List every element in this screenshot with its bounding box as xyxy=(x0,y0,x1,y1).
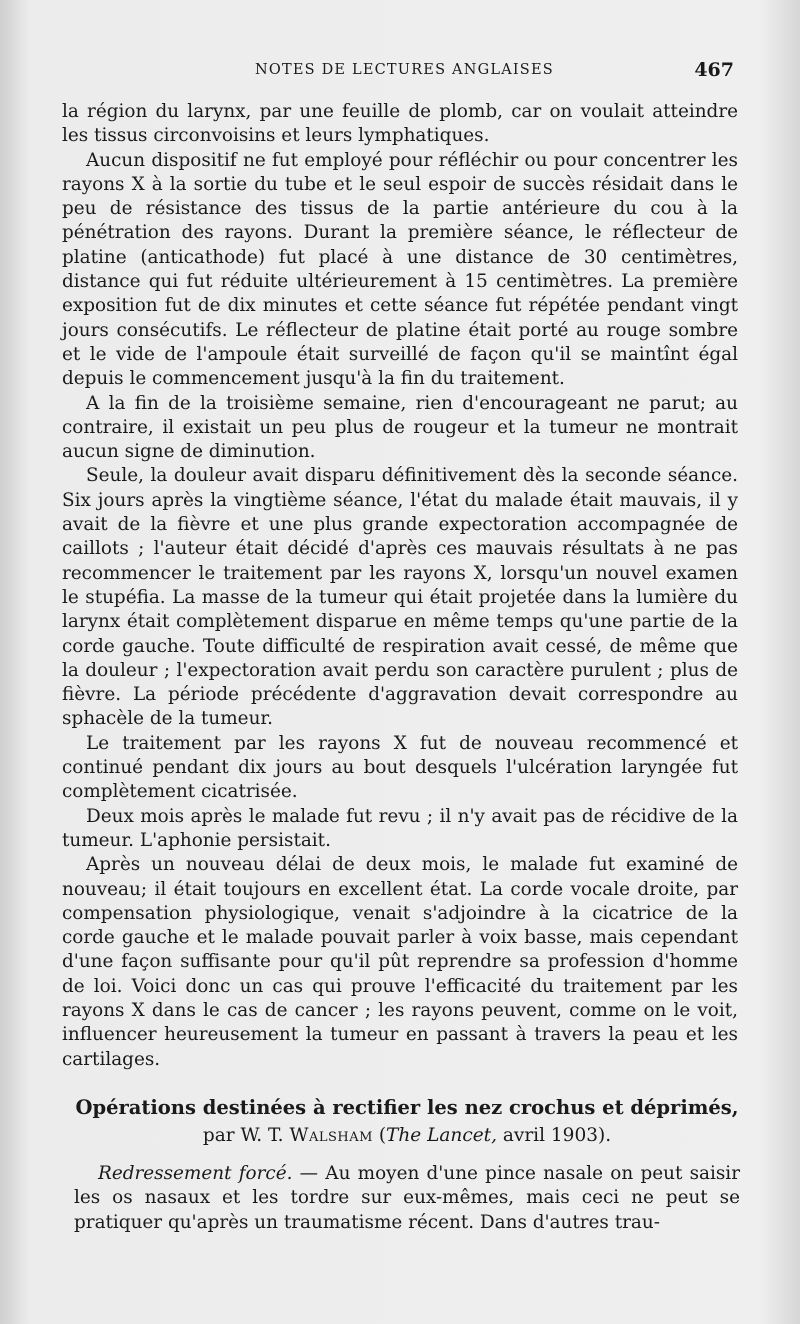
section-title: Opérations destinées à rectifier les nez crochus et déprimés, xyxy=(75,1096,739,1119)
paragraph: Deux mois après le malade fut revu ; il n'y avait pas de récidive de la tumeur. L'aphonie persistait. xyxy=(62,805,738,851)
byline-prefix: par W. T. xyxy=(202,1125,284,1146)
paragraph: Aucun dispositif ne fut employé pour réfléchir ou pour concentrer les rayons X à la sortie du tube et le seul espoir de succès résidait dans le peu de résistance des tissus de la partie antérieure du cou à la pénétration des rayons. Durant la première séance, le réflecteur de platine (anticathode) fut placé à une distance de 30 centimètres, distance qui fut réduite ultérieurement à 15 centimètres. La première exposition fut de dix minutes et cette séance fut répétée pendant vingt jours consécutifs. Le réflecteur de platine était porté au rouge sombre et le vide de l'ampoule était surveillé de façon qu'il se maintînt égal depuis le commencement jusqu'à la fin du traitement. xyxy=(62,149,738,390)
page-number: 467 xyxy=(694,59,734,81)
paragraph: Le traitement par les rayons X fut de nouveau recommencé et continué pendant dix jours au bout desquels l'ulcération laryngée fut complètement cicatrisée. xyxy=(62,732,738,803)
source-date: avril 1903). xyxy=(502,1125,612,1146)
page-header xyxy=(60,59,740,86)
paragraph: A la fin de la troisième semaine, rien d'encourageant ne parut; au contraire, il existait un peu plus de rougeur et la tumeur ne montrait aucun signe de diminution. xyxy=(62,392,738,463)
section-heading xyxy=(72,1096,742,1148)
journal-name: The Lancet, xyxy=(386,1125,497,1146)
paragraph-text: — Au moyen d'une pince nasale on peut saisir les os nasaux et les tordre sur eux-mêmes, mais ceci ne peut se pratiquer qu'après un traumatisme récent. Dans d'autres trau- xyxy=(74,1163,740,1233)
running-head: NOTES DE LECTURES ANGLAISES xyxy=(255,62,554,78)
source-open: ( xyxy=(378,1125,387,1146)
paragraph xyxy=(74,1162,740,1235)
author-name: Walsham xyxy=(289,1125,373,1146)
paragraph: la région du larynx, par une feuille de plomb, car on voulait atteindre les tissus circonvoisins et leurs lymphatiques. xyxy=(62,101,738,147)
body-text xyxy=(62,100,738,1072)
paragraph: Seule, la douleur avait disparu définitivement dès la seconde séance. Six jours après la vingtième séance, l'état du malade était mauvais, il y avait de la fièvre et une plus grande expectoration accompagnée de caillots ; l'auteur était décidé d'après ces mauvais résultats à ne pas recommencer le traitement par les rayons X, lorsqu'un nouvel examen le stupéfia. La masse de la tumeur qui était projetée dans la lumière du larynx était complètement disparue en même temps qu'une partie de la corde gauche. Toute difficulté de respiration avait cessé, de même que la douleur ; l'expectoration avait perdu son caractère purulent ; plus de fièvre. La période précédente d'aggravation devait correspondre au sphacèle de la tumeur. xyxy=(62,465,738,730)
paragraph: Après un nouveau délai de deux mois, le malade fut examiné de nouveau; il était toujours en excellent état. La corde vocale droite, par compensation physiologique, venait s'adjoindre à la cicatrice de la corde gauche et le malade pouvait parler à voix basse, mais cependant d'une façon suffisante pour qu'il pût reprendre sa profession d'homme de loi. Voici donc un cas qui prouve l'efficacité du traitement par les rayons X dans le cas de cancer ; les rayons peuvent, comme on le voit, influencer heureusement la tumeur en passant à travers la peau et les cartilages. xyxy=(62,854,738,1070)
run-in-heading: Redressement forcé. xyxy=(98,1163,293,1184)
byline xyxy=(72,1124,742,1148)
final-paragraph xyxy=(74,1162,740,1235)
